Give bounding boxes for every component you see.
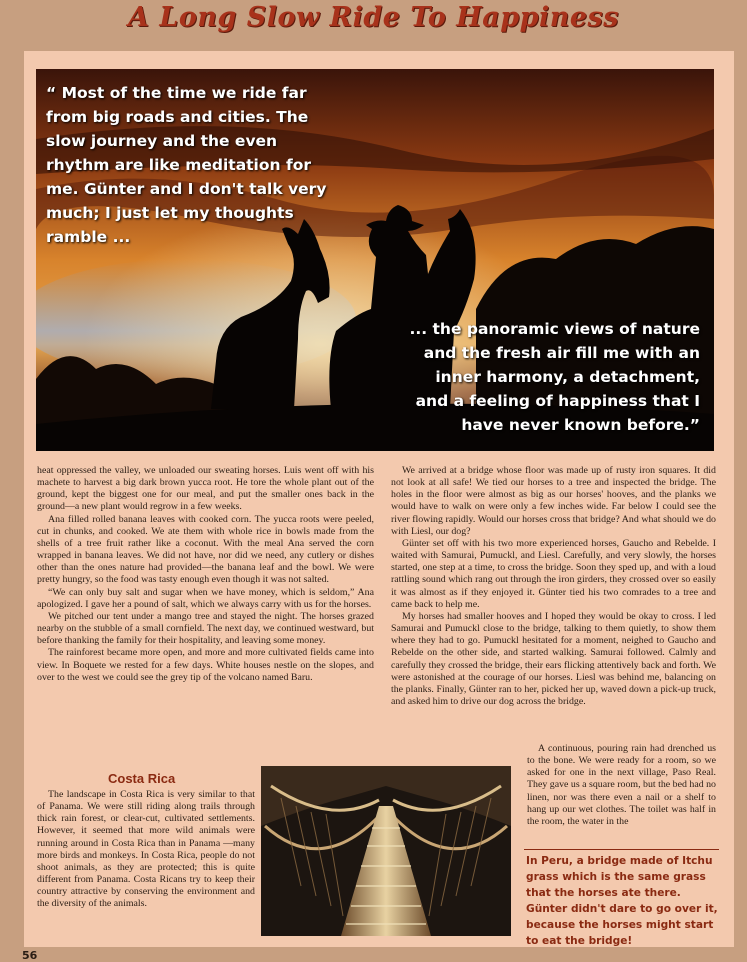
photo-quote-top: “ Most of the time we ride far from big roads and cities. The slow journey and the even rhythm are like meditation for me. Günter and I don't talk very much; I just let my thoughts ramble ... (46, 84, 327, 246)
photo-quote-bottom: ... the panoramic views of nature and the fresh air fill me with an inner harmony, a detachment, and a feeling of happiness that I have never known before.” (409, 320, 700, 434)
costa-rica-column (37, 789, 255, 911)
caption-divider (524, 849, 719, 850)
left-paragraph: The rainforest became more open, and more and more cultivated fields came into view. In Boquete we rested for a few days. White houses nestle on the slopes, and over to the west we could see the grey tip of the volcano named Baru. (37, 647, 374, 683)
article-page (24, 51, 734, 947)
costa-rica-paragraph: The landscape in Costa Rica is very similar to that of Panama. We were still riding along trails through thick rain forest, or clear-cut, cultivated settlements. However, it seemed that more wild animals were running around in Costa Rica than in Panama —many more birds and monkeys. In Costa Rica, people do not shoot animals, as they are protected; this is quite different from Panama. Costa Ricans try to keep their country attractive by conserving the environment and the diversity of the animals. (37, 789, 255, 910)
right-column (391, 465, 716, 708)
right-column-continued (527, 743, 716, 828)
rope-bridge-illustration (261, 766, 511, 936)
grass-bridge-photo (261, 766, 511, 936)
page-number: 56 (22, 949, 38, 962)
left-paragraph: We pitched our tent under a mango tree and stayed the night. The horses grazed nearby on the stubble of a small cornfield. The next day, we continued westward, but before thanking the family for their hospitality, and leaving some money. (37, 610, 374, 647)
right-continued-paragraph: A continuous, pouring rain had drenched us to the bone. We were ready for a room, so we asked for one in the next village, Paso Real. They gave us a square room, but the bed had no linen, nor was there even a nail or a shelf to hang up our wet clothes. The toilet was half in the room, the water in the (527, 743, 716, 827)
left-column (37, 465, 374, 684)
left-paragraph: heat oppressed the valley, we unloaded our sweating horses. Luis went off with his machete to harvest a big dark brown yucca root. He tore the whole plant out of the ground, kept the biggest one for our meal, and put the smaller ones back in the ground—a new plant would regrow in a few weeks. (37, 465, 374, 513)
right-paragraph: My horses had smaller hooves and I hoped they would be okay to cross. I led Samurai and Pumuckl close to the bridge, talking to them quietly, to show them where they had to go. Pumuckl hesitated for a moment, neighed to Gaucho and Rebelde on the other side, and started walking. Samurai followed. Calmly and carefully they crossed the bridge, their ears flicking attentively back and forth. We were astonished at the courage of our horses. Liesl was behind me, balancing on the planks. Finally, Günter ran to her, picked her up, waved down a pick-up truck, and asked him to drive our dog across the bridge. (391, 610, 716, 707)
right-paragraph: Günter set off with his two more experienced horses, Gaucho and Rebelde. I waited with Samurai, Pumuckl, and Liesl. Carefully, and very slowly, the horses started, one step at a time, to cross the bridge. Soon they sped up, and with a loud rattling sound which rang out through the iron girders, they crossed over so easily it was almost as if they enjoyed it. Günter tied his two comrades to a tree and came back to help me. (391, 537, 716, 610)
bridge-photo-caption: In Peru, a bridge made of Itchu grass which is the same grass that the horses ate there. Günter didn't dare to go over it, because the horses might start to eat the bridge! (526, 855, 718, 947)
sunset-horse-rider-photo (36, 69, 714, 451)
left-paragraph: “We can only buy salt and sugar when we have money, which is seldom,” Ana apologized. I gave her a pound of salt, which we always carry with us for the horses. (37, 586, 374, 610)
magazine-title: A Long Slow Ride To Happiness (128, 2, 619, 33)
right-paragraph: We arrived at a bridge whose floor was made up of rusty iron squares. It did not look at all safe! We tied our horses to a tree and inspected the bridge. The holes in the floor were almost as big as our horses' hooves, and the planks we would have to walk on were only a few inches wide. Far below I could see the river flowing rapidly. Would our horses cross that bridge? And what should we do with Liesl, our dog? (391, 465, 716, 537)
costa-rica-heading: Costa Rica (108, 771, 176, 786)
left-paragraph: Ana filled rolled banana leaves with cooked corn. The yucca roots were peeled, cut in chunks, and cooked. We ate them with whole rice in bowls made from the shells of a tree fruit rather like a coconut. With the meal Ana served the corn wrapped in banana leaves. We did not have, nor did we need, any cutlery or dishes other than the ones nature had provided—the banana leaf and the bowl. We were pretty hungry, so the food was tasty enough even though it was not salted. (37, 513, 374, 586)
